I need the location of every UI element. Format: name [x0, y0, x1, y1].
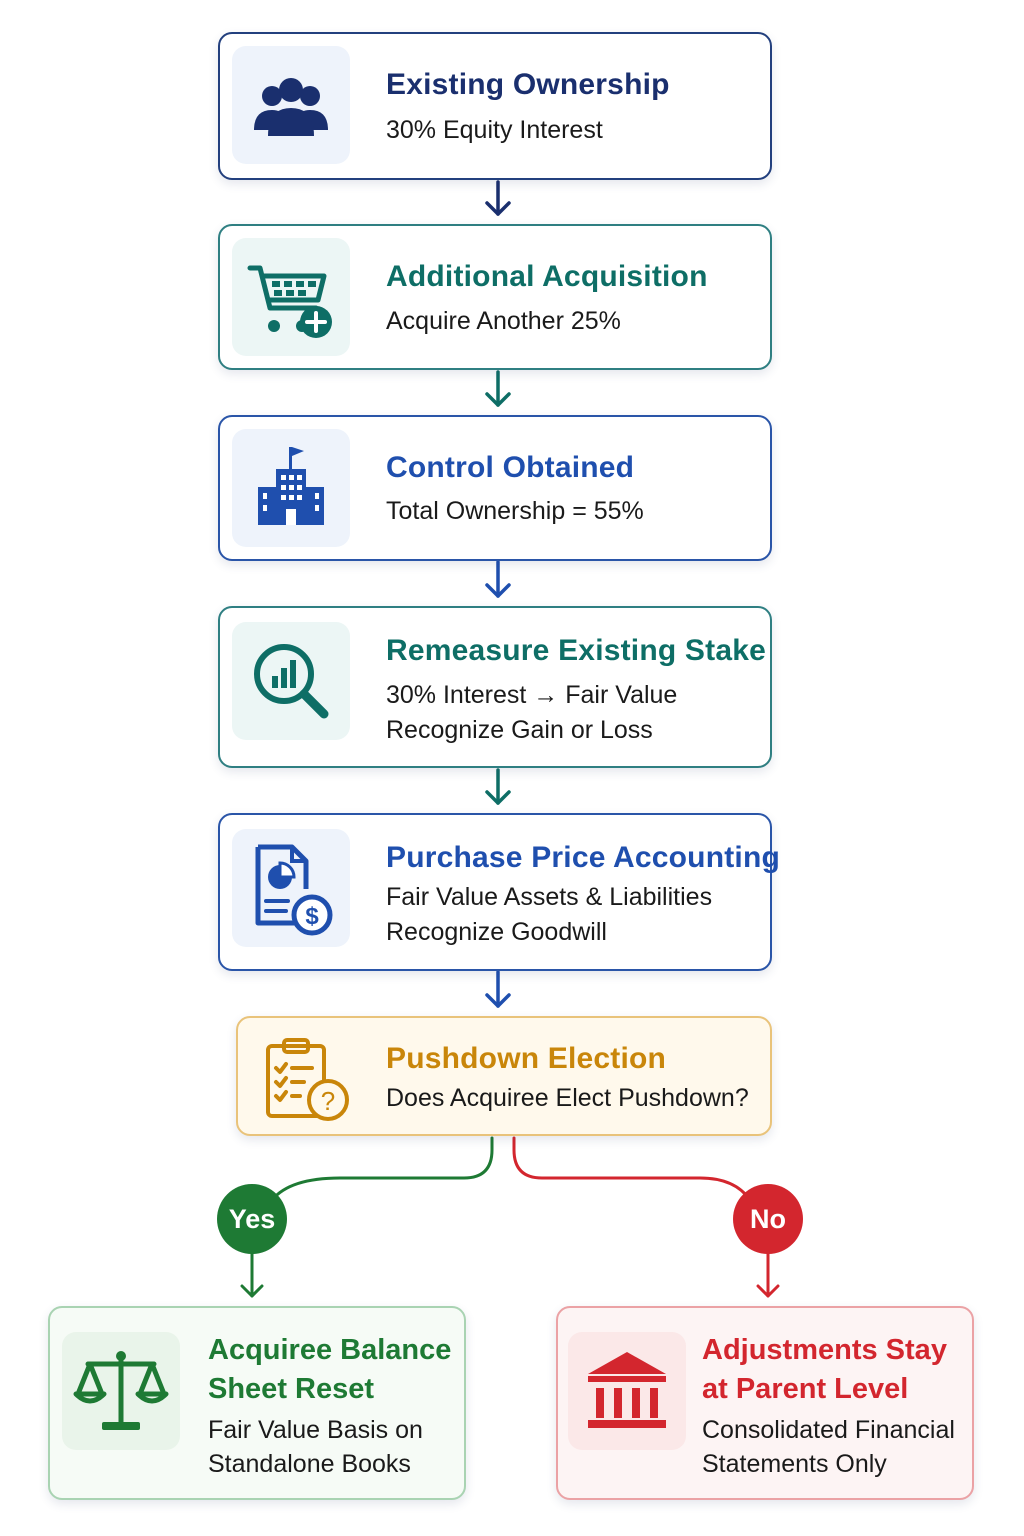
arrow-1-2: [487, 182, 509, 214]
people-group-icon: [232, 46, 350, 164]
step-detail: 30% Equity Interest: [386, 116, 603, 144]
election-question: Does Acquiree Elect Pushdown?: [386, 1084, 749, 1112]
document-dollar-icon: [232, 829, 350, 947]
step-title: Control Obtained: [386, 451, 635, 484]
step-control-obtained: [218, 415, 772, 561]
step-detail: 30% Interest → Fair Value: [386, 681, 678, 709]
bank-building-icon: [568, 1332, 686, 1450]
arrow-5-6: [487, 972, 509, 1006]
step-additional-acquisition: [218, 224, 772, 370]
shopping-cart-plus-icon: [232, 238, 350, 356]
svg-text:$: $: [305, 903, 319, 930]
branch-title: Adjustments Stay: [702, 1334, 947, 1366]
magnifier-chart-icon: [232, 622, 350, 740]
branch-detail: Consolidated Financial: [702, 1416, 955, 1444]
no-badge: No: [733, 1184, 803, 1254]
step-purchase-price-accounting: [218, 813, 781, 971]
outcome-acquiree-balance-sheet-reset: [48, 1306, 466, 1500]
step-title: Existing Ownership: [386, 68, 670, 101]
svg-text:?: ?: [320, 1086, 336, 1116]
step-detail: Recognize Gain or Loss: [386, 716, 653, 744]
step-detail: Recognize Goodwill: [386, 918, 607, 946]
branch-detail: Fair Value Basis on: [208, 1416, 423, 1444]
step-title: Additional Acquisition: [386, 260, 708, 293]
election-title: Pushdown Election: [386, 1042, 667, 1075]
clipboard-question-icon: [246, 1020, 364, 1138]
step-detail: Acquire Another 25%: [386, 307, 621, 335]
branch-detail: Statements Only: [702, 1450, 887, 1478]
step-detail: Fair Value Assets & Liabilities: [386, 883, 713, 911]
step-detail: Total Ownership = 55%: [386, 497, 644, 525]
step-remeasure-existing-stake: [218, 606, 772, 768]
step-title: Purchase Price Accounting: [386, 841, 781, 874]
pushdown-election-decision: [236, 1016, 772, 1136]
yes-badge: Yes: [217, 1184, 287, 1254]
arrow-3-4: [487, 562, 509, 596]
branch-title: Acquiree Balance: [208, 1334, 452, 1366]
step-title: Remeasure Existing Stake: [386, 634, 766, 667]
branch-title: Sheet Reset: [208, 1373, 375, 1405]
arrow-4-5: [487, 770, 509, 803]
step-existing-ownership: [218, 32, 772, 180]
balance-scale-icon: [62, 1332, 180, 1450]
branch-title: at Parent Level: [702, 1373, 909, 1405]
building-flag-icon: [232, 429, 350, 547]
arrow-2-3: [487, 372, 509, 405]
outcome-adjustments-stay-parent: [556, 1306, 974, 1500]
branch-detail: Standalone Books: [208, 1450, 411, 1478]
